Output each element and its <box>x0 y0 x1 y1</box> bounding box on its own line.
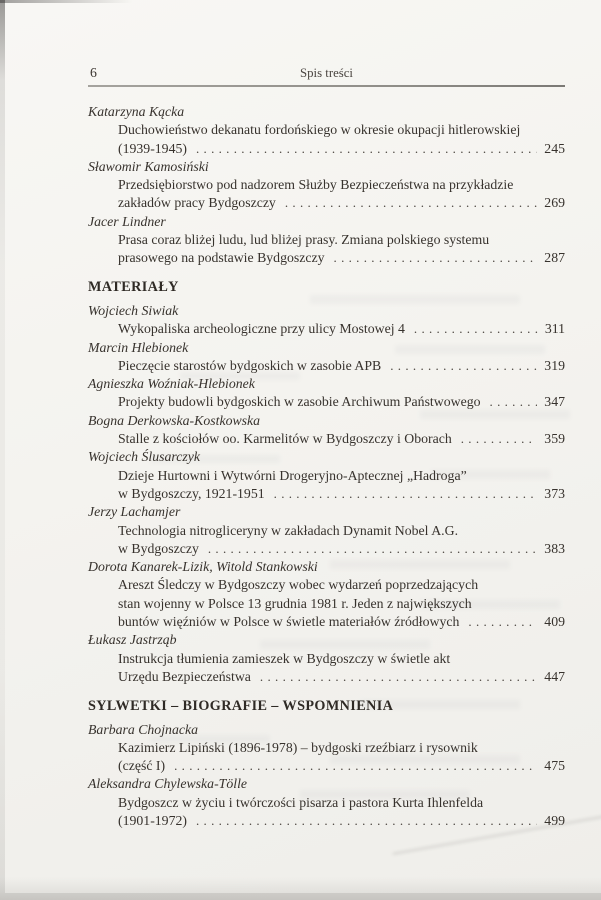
toc-entry <box>88 412 565 449</box>
entry-title-line: Przedsiębiorstwo pod nadzorem Służby Bezpieczeństwa na przykładzie <box>118 177 514 193</box>
dot-leader <box>405 320 538 338</box>
scan-edge-bottom <box>0 893 601 900</box>
dot-leader <box>325 249 538 267</box>
entry-author: Wojciech Ślusarczyk <box>88 449 201 465</box>
entry-title-lastline <box>88 430 565 448</box>
entry-page-number: 383 <box>544 540 565 556</box>
entry-title-lastline <box>88 668 565 686</box>
dot-leader <box>199 540 537 558</box>
entry-author: Dorota Kanarek-Lizik, Witold Stankowski <box>88 559 318 575</box>
section-heading-sylwetki: SYLWETKI – BIOGRAFIE – WSPOMNIENIA <box>88 697 394 714</box>
dot-leader <box>459 613 537 631</box>
entry-author: Jerzy Lachamjer <box>88 504 181 520</box>
entry-title-text: (1901-1972) <box>118 812 187 828</box>
toc-list <box>88 103 565 830</box>
entry-title-lastline <box>88 320 565 338</box>
entry-author: Jacer Lindner <box>88 213 166 229</box>
entry-title-lastline <box>88 194 565 212</box>
entry-title-text: (1939-1945) <box>118 140 187 156</box>
scan-edge-left <box>0 0 5 893</box>
dot-leader <box>381 357 537 375</box>
dot-leader <box>276 194 537 212</box>
dot-leader <box>251 668 537 686</box>
toc-entry <box>88 103 565 158</box>
header-title: Spis treści <box>300 66 353 80</box>
toc-entry <box>88 375 565 412</box>
dot-leader <box>265 485 538 503</box>
entry-author: Agnieszka Woźniak-Hlebionek <box>88 376 255 392</box>
entry-title-line: Duchowieństwo dekanatu fordońskiego w okresie okupacji hitlerowskiej <box>118 122 521 138</box>
dot-leader <box>452 430 538 448</box>
entry-title-text: Pieczęcie starostów bydgoskich w zasobie APB <box>118 357 382 373</box>
entry-title-text: Wykopaliska archeologiczne przy ulicy Mostowej 4 <box>118 321 405 337</box>
entry-author: Katarzyna Kącka <box>88 104 185 119</box>
header-rule <box>88 85 565 87</box>
entry-page-number: 475 <box>544 758 565 774</box>
entry-title-text: Stalle z kościołów oo. Karmelitów w Bydgoszczy i Oborach <box>118 431 452 447</box>
entry-title-text: zakładów pracy Bydgoszczy <box>118 195 276 211</box>
entry-page-number: 269 <box>544 195 565 211</box>
section-heading-materialy: MATERIAŁY <box>88 279 179 296</box>
entry-author: Łukasz Jastrząb <box>88 632 177 648</box>
dot-leader <box>481 393 538 411</box>
entry-title-lastline <box>88 485 565 503</box>
toc-entry <box>88 721 565 776</box>
toc-entry <box>88 775 565 830</box>
entry-title-line: stan wojenny w Polsce 13 grudnia 1981 r. Jeden z największych <box>118 595 472 611</box>
entry-title-text: buntów więźniów w Polsce w świetle materiałów źródłowych <box>118 614 460 630</box>
scan-edge-top <box>0 0 601 3</box>
entry-title-lastline <box>88 757 565 775</box>
entry-page-number: 359 <box>544 431 565 447</box>
dot-leader <box>165 757 537 775</box>
entry-title-text: Projekty budowli bydgoskich w zasobie Archiwum Państwowego <box>118 394 481 410</box>
toc-entry <box>88 302 565 339</box>
toc-entry <box>88 339 565 376</box>
entry-page-number: 409 <box>544 614 565 630</box>
entry-title-text: prasowego na podstawie Bydgoszczy <box>118 250 325 266</box>
dot-leader <box>187 140 537 158</box>
toc-entry <box>88 558 565 631</box>
entry-author: Aleksandra Chylewska-Tölle <box>88 776 248 792</box>
dot-leader <box>187 812 537 830</box>
entry-author: Bogna Derkowska-Kostkowska <box>88 412 261 428</box>
entry-page-number: 311 <box>544 321 565 337</box>
page-bottom-shadow <box>0 877 601 893</box>
page-header <box>88 64 565 88</box>
entry-title-line: Instrukcja tłumienia zamieszek w Bydgoszczy w świetle akt <box>118 650 451 666</box>
entry-author: Barbara Chojnacka <box>88 721 198 737</box>
entry-page-number: 319 <box>544 357 565 373</box>
toc-entry <box>88 503 565 558</box>
toc-entry <box>88 631 565 686</box>
toc-entry <box>88 158 565 213</box>
entry-title-text: w Bydgoszczy <box>118 540 199 556</box>
entry-author: Wojciech Siwiak <box>88 302 179 318</box>
entry-title-line: Prasa coraz bliżej ludu, lud bliżej prasy. Zmiana polskiego systemu <box>118 232 490 248</box>
entry-author: Sławomir Kamosiński <box>88 158 209 174</box>
toc-entry <box>88 448 565 503</box>
entry-title-lastline <box>88 357 565 375</box>
entry-title-lastline <box>88 140 565 158</box>
entry-title-lastline <box>88 812 565 830</box>
entry-title-line: Technologia nitrogliceryny w zakładach Dynamit Nobel A.G. <box>118 522 459 538</box>
entry-page-number: 287 <box>544 250 565 266</box>
entry-page-number: 447 <box>544 668 565 684</box>
entry-title-text: w Bydgoszczy, 1921-1951 <box>118 485 265 501</box>
entry-title-lastline <box>88 249 565 267</box>
entry-title-line: Kazimierz Lipiński (1896-1978) – bydgoski rzeźbiarz i rysownik <box>118 739 478 755</box>
toc-entry <box>88 213 565 268</box>
entry-page-number: 499 <box>544 812 565 828</box>
entry-title-text: (część I) <box>118 758 166 774</box>
entry-author: Marcin Hlebionek <box>88 339 189 355</box>
entry-title-lastline <box>88 393 565 411</box>
entry-title-lastline <box>88 613 565 631</box>
entry-title-lastline <box>88 540 565 558</box>
entry-page-number: 373 <box>544 485 565 501</box>
entry-title-text: Urzędu Bezpieczeństwa <box>118 668 251 684</box>
entry-page-number: 245 <box>544 140 565 156</box>
header-page-number: 6 <box>90 65 97 80</box>
entry-title-line: Bydgoszcz w życiu i twórczości pisarza i pastora Kurta Ihlenfelda <box>118 794 484 810</box>
entry-title-line: Areszt Śledczy w Bydgoszczy wobec wydarzeń poprzedzających <box>118 577 479 593</box>
entry-title-line: Dzieje Hurtowni i Wytwórni Drogeryjno-Aptecznej „Hadroga” <box>118 467 467 483</box>
entry-page-number: 347 <box>544 394 565 410</box>
